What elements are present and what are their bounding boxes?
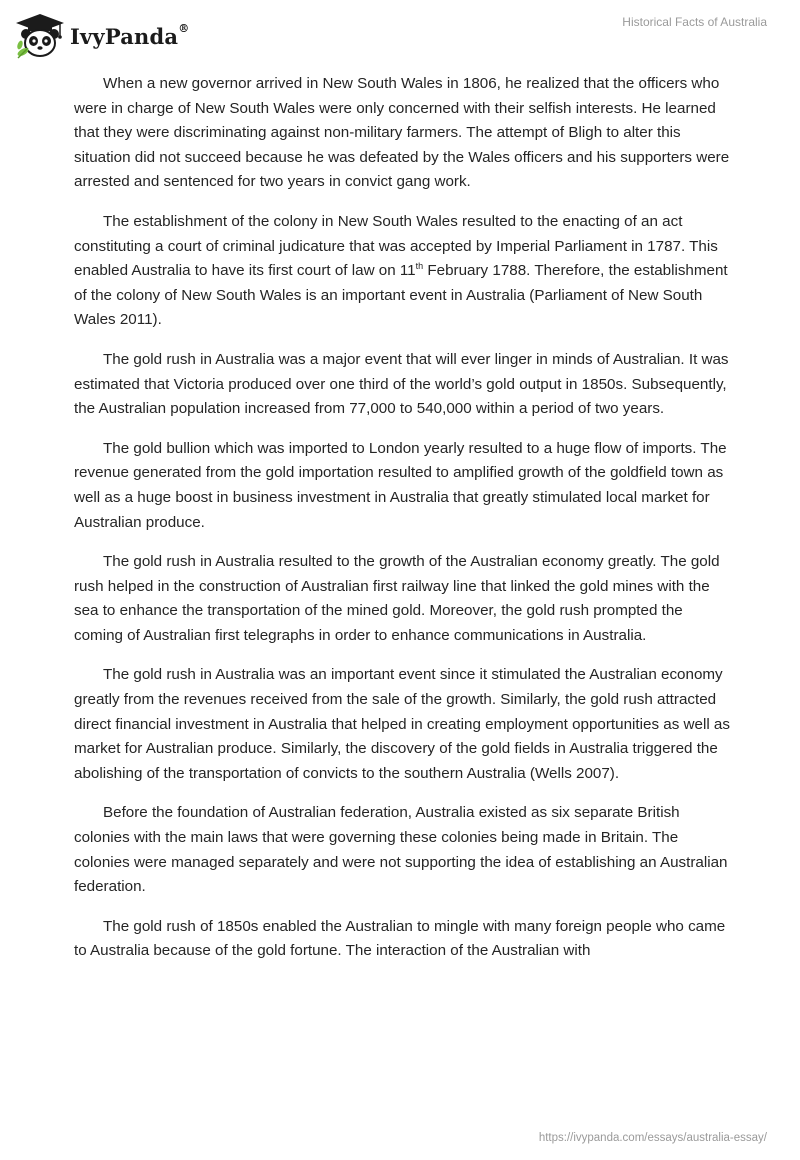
paragraph-3: The gold rush in Australia was a major event that will ever linger in minds of Australian. It was estimated that Victoria produced over one third of the world’s gold output in 1850s. Subsequently, the Australian population increased from 77,000 to 540,000 within a period of two years. <box>74 350 729 418</box>
paragraph-6: The gold rush in Australia was an important event since it stimulated the Australian economy greatly from the revenues received from the sale of the growth. Similarly, the gold rush attracted direct financial investment in Australia that helped in creating employment opportunities as well as market for Australian produce. Similarly, the discovery of the gold fields in Australia triggered the abolishing of the transportation of convicts to the southern Australia (Wells 2007). <box>74 666 730 782</box>
logo-wordmark: IvyPanda® <box>70 21 190 49</box>
paragraph-1: When a new governor arrived in New South Wales in 1806, he realized that the officers who were in charge of New South Wales were only concerned with their selfish interests. He learned that they were discriminating against non-military farmers. The attempt of Bligh to alter this situation did not succeed because he was defeated by the Wales officers and his supporters were arrested and sentenced for two years in convict gang work. <box>74 75 730 191</box>
paragraph-8: The gold rush of 1850s enabled the Australian to mingle with many foreign people who came to Australia because of the gold fortune. The interaction of the Australian with <box>74 917 726 960</box>
panda-graduation-cap-icon <box>14 12 66 60</box>
essay-body <box>74 72 734 979</box>
page-header <box>0 0 800 70</box>
paragraph-2 <box>74 210 734 333</box>
paragraph-4: The gold bullion which was imported to London yearly resulted to a huge flow of imports. The revenue generated from the gold importation resulted to amplified growth of the goldfield town as well as a huge boost in business investment in Australia that greatly stimulated local market for Australian produce. <box>74 439 727 531</box>
registered-mark: ® <box>178 21 190 35</box>
document-title: Historical Facts of Australia <box>622 15 767 29</box>
ordinal-superscript: th <box>415 261 424 272</box>
ivypanda-logo[interactable] <box>14 12 189 60</box>
paragraph-2-text-after: February 1788. Therefore, the establishment of the colony of New South Wales is an important event in Australia (Parliament of New South Wales 2011). <box>74 262 728 329</box>
paragraph-7: Before the foundation of Australian federation, Australia existed as six separate British colonies with the main laws that were governing these colonies being made in Britain. The colonies were managed separately and were not supporting the idea of establishing an Australian federation. <box>74 804 728 896</box>
paragraph-2-text-before: The establishment of the colony in New South Wales resulted to the enacting of an act constituting a court of criminal judicature that was accepted by Imperial Parliament in 1787. This enabled Australia to have its first court of law on 11 <box>74 212 718 280</box>
paragraph-5: The gold rush in Australia resulted to the growth of the Australian economy greatly. The gold rush helped in the construction of Australian first railway line that linked the gold mines with the sea to enhance the transportation of the mined gold. Moreover, the gold rush prompted the coming of Australian first telegraphs in order to enhance communications in Australia. <box>74 553 720 644</box>
source-url[interactable]: https://ivypanda.com/essays/australia-essay/ <box>538 1132 767 1144</box>
